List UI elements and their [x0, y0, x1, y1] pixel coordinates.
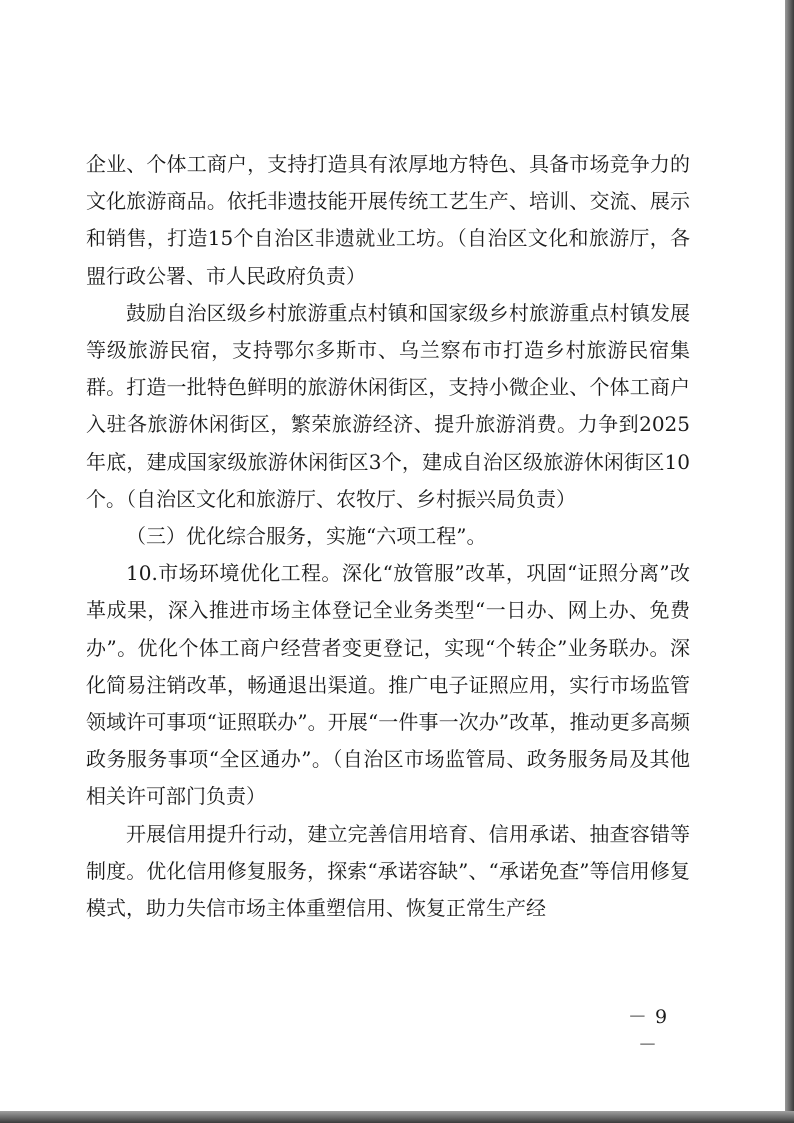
- scan-edge-right: [785, 0, 794, 1123]
- paragraph-3: 10.市场环境优化工程。深化“放管服”改革，巩固“证照分离”改革成果，深入推进市场主体登记全业务类型“一日办、网上办、免费办”。优化个体工商户经营者变更登记，实现“个转企”业务联办。深化简易注销改革，畅通退出渠道。推广电子证照应用，实行市场监管领域许可事项“证照联办”。开展“一件事一次办”改革，推动更多高频政务服务事项“全区通办”。（自治区市场监管局、政务服务局及其他相关许可部门负责）: [86, 561, 690, 809]
- section-heading: （三）优化综合服务，实施“六项工程”。: [126, 524, 487, 549]
- scan-edge-bottom: [0, 1111, 794, 1123]
- paragraph-4: 开展信用提升行动，建立完善信用培育、信用承诺、抽查容错等制度。优化信用修复服务，探索“承诺容缺”、“承诺免查”等信用修复模式，助力失信市场主体重塑信用、恢复正常生产经: [86, 821, 690, 921]
- paragraph-1: 企业、个体工商户，支持打造具有浓厚地方特色、具备市场竞争力的文化旅游商品。依托非遗技能开展传统工艺生产、培训、交流、展示和销售，打造15个自治区非遗就业工坊。（自治区文化和旅游厅，各盟行政公署、市人民政府负责）: [86, 152, 690, 288]
- document-body: [86, 146, 690, 927]
- paragraph-2: 鼓励自治区级乡村旅游重点村镇和国家级乡村旅游重点村镇发展等级旅游民宿，支持鄂尔多斯市、乌兰察布市打造乡村旅游民宿集群。打造一批特色鲜明的旅游休闲街区，支持小微企业、个体工商户入驻各旅游休闲街区，繁荣旅游经济、提升旅游消费。力争到2025年底，建成国家级旅游休闲街区3个，建成自治区级旅游休闲街区10个。（自治区文化和旅游厅、农牧厅、乡村振兴局负责）: [86, 300, 690, 511]
- page-number: － 9 －: [627, 1006, 669, 1056]
